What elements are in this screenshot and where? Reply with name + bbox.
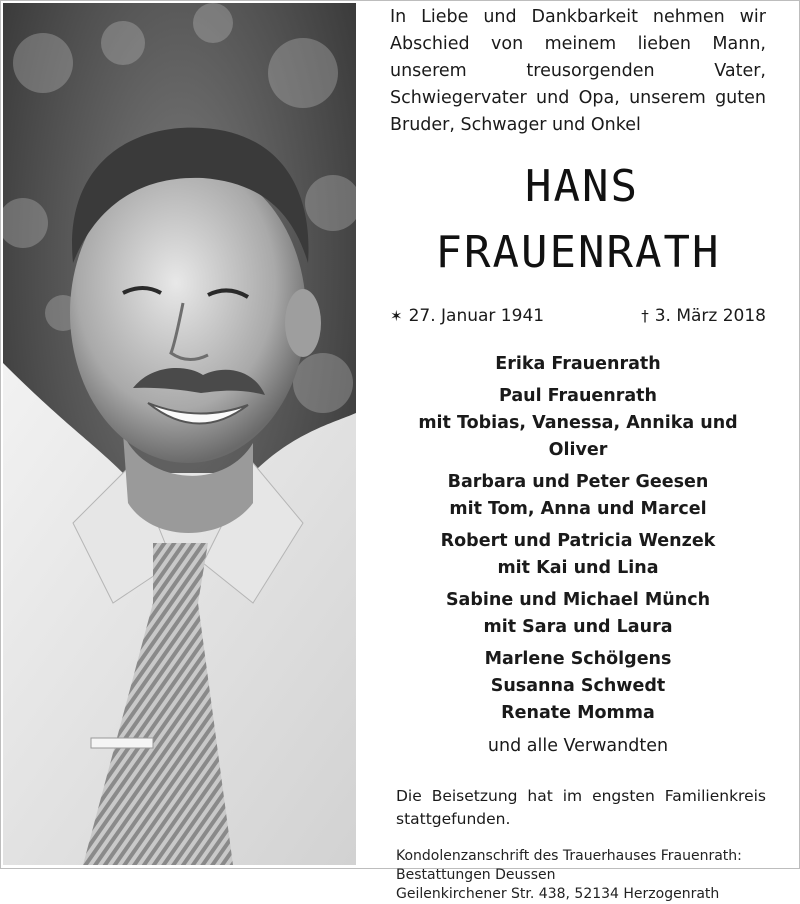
family-line: mit Sara und Laura xyxy=(483,617,673,637)
family-line: Paul Frauenrath xyxy=(498,386,658,406)
deceased-name xyxy=(390,159,766,281)
condolence-address xyxy=(396,847,766,904)
funeral-note: Die Beisetzung hat im engsten Familienkreis stattgefunden. xyxy=(396,787,766,828)
closing-text: und alle Verwandten xyxy=(487,736,669,756)
portrait-photo xyxy=(3,3,356,865)
address-line: Kondolenzanschrift des Trauerhauses Frauenrath: xyxy=(396,847,742,864)
last-name: FRAUENRATH xyxy=(435,227,721,278)
family-line: Renate Momma xyxy=(501,703,655,723)
family-group xyxy=(390,351,766,378)
star-icon: ✶ xyxy=(390,307,403,325)
family-line: Marlene Schölgens xyxy=(484,649,672,669)
family-line: Barbara und Peter Geesen xyxy=(447,472,709,492)
family-group xyxy=(390,528,766,582)
life-dates xyxy=(390,305,766,327)
family-line: Erika Frauenrath xyxy=(495,354,661,374)
family-group xyxy=(390,383,766,464)
family-line: Sabine und Michael Münch xyxy=(445,590,711,610)
family-group xyxy=(390,587,766,641)
family-line: mit Tobias, Vanessa, Annika und Oliver xyxy=(418,413,738,460)
death-date: † 3. März 2018 xyxy=(641,306,766,326)
tie-clip xyxy=(91,738,153,748)
address-line: Bestattungen Deussen xyxy=(396,866,556,883)
family-group xyxy=(390,646,766,727)
family-line: Susanna Schwedt xyxy=(490,676,666,696)
family-line: mit Tom, Anna und Marcel xyxy=(449,499,707,519)
family-line: Robert und Patricia Wenzek xyxy=(440,531,716,551)
family-line: mit Kai und Lina xyxy=(497,558,659,578)
intro-text: In Liebe und Dankbarkeit nehmen wir Abschied von meinem lieben Mann, unserem treusorgenden Vater, Schwiegervater und Opa, unserem guten Bruder, Schwager und Onkel xyxy=(390,7,766,135)
family-list xyxy=(390,351,766,727)
cross-icon: † xyxy=(641,307,649,325)
text-column xyxy=(390,4,766,904)
first-name: HANS xyxy=(525,161,639,212)
address-line: Geilenkirchener Str. 438, 52134 Herzogenrath xyxy=(396,885,720,902)
birth-date: ✶ 27. Januar 1941 xyxy=(390,306,545,326)
family-group xyxy=(390,469,766,523)
